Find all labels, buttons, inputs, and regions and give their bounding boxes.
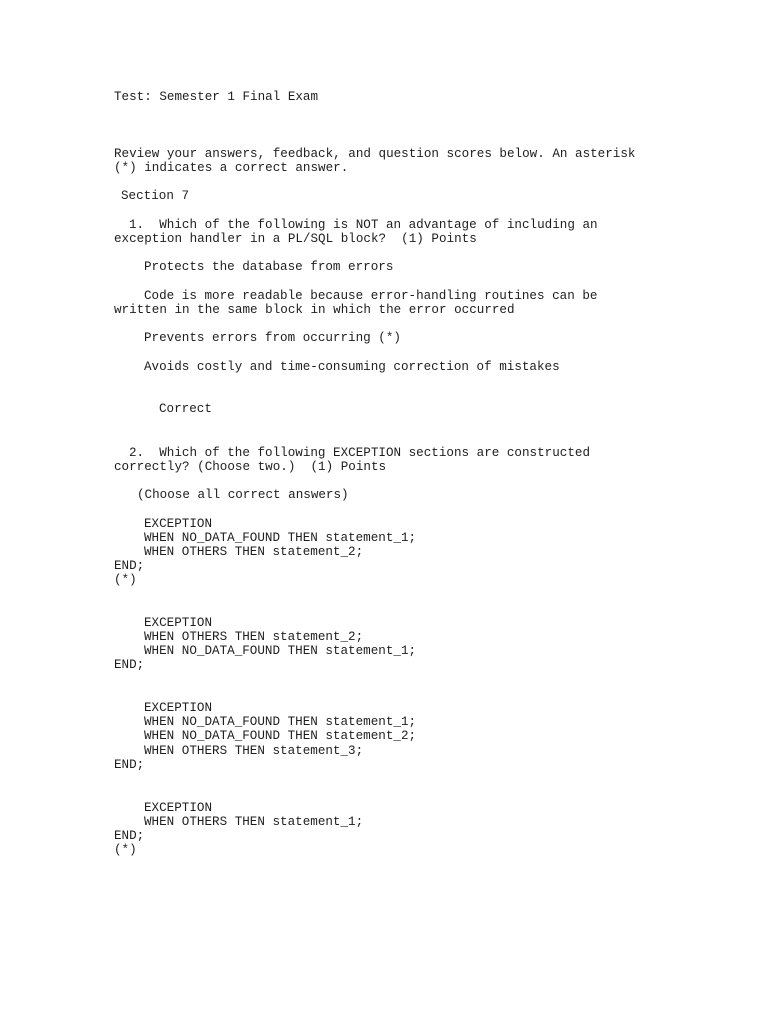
code-line: EXCEPTION [144,801,213,815]
question-1-text-line-1: 1. Which of the following is NOT an advantage of including an [129,218,598,232]
code-line: EXCEPTION [144,616,213,630]
correct-mark: (*) [114,843,137,857]
code-end: END; [114,829,145,843]
q1-option-b-line-2: written in the same block in which the error occurred [114,303,515,317]
q1-option-a: Protects the database from errors [144,260,394,274]
q1-option-c: Prevents errors from occurring (*) [144,331,401,345]
section-heading: Section 7 [121,189,190,203]
question-1-text-line-2: exception handler in a PL/SQL block? (1) Points [114,232,477,246]
q1-option-d: Avoids costly and time-consuming correction of mistakes [144,360,560,374]
intro-text-line-1: Review your answers, feedback, and question scores below. An asterisk [114,147,636,161]
code-line: EXCEPTION [144,701,213,715]
code-line: WHEN NO_DATA_FOUND THEN statement_2; [144,729,417,743]
code-line: WHEN NO_DATA_FOUND THEN statement_1; [144,644,417,658]
code-end: END; [114,758,145,772]
code-line: WHEN OTHERS THEN statement_2; [144,630,364,644]
code-line: WHEN OTHERS THEN statement_3; [144,744,364,758]
page-title: Test: Semester 1 Final Exam [114,90,319,104]
code-end: END; [114,559,145,573]
q2-instruction: (Choose all correct answers) [137,488,349,502]
code-line: WHEN OTHERS THEN statement_1; [144,815,364,829]
intro-text-line-2: (*) indicates a correct answer. [114,161,349,175]
question-2-text-line-2: correctly? (Choose two.) (1) Points [114,460,387,474]
q1-feedback: Correct [159,402,212,416]
code-line: EXCEPTION [144,517,213,531]
correct-mark: (*) [114,573,137,587]
code-line: WHEN NO_DATA_FOUND THEN statement_1; [144,715,417,729]
code-end: END; [114,658,145,672]
code-line: WHEN NO_DATA_FOUND THEN statement_1; [144,531,417,545]
code-line: WHEN OTHERS THEN statement_2; [144,545,364,559]
question-2-text-line-1: 2. Which of the following EXCEPTION sections are constructed [129,446,591,460]
q1-option-b-line-1: Code is more readable because error-handling routines can be [144,289,598,303]
